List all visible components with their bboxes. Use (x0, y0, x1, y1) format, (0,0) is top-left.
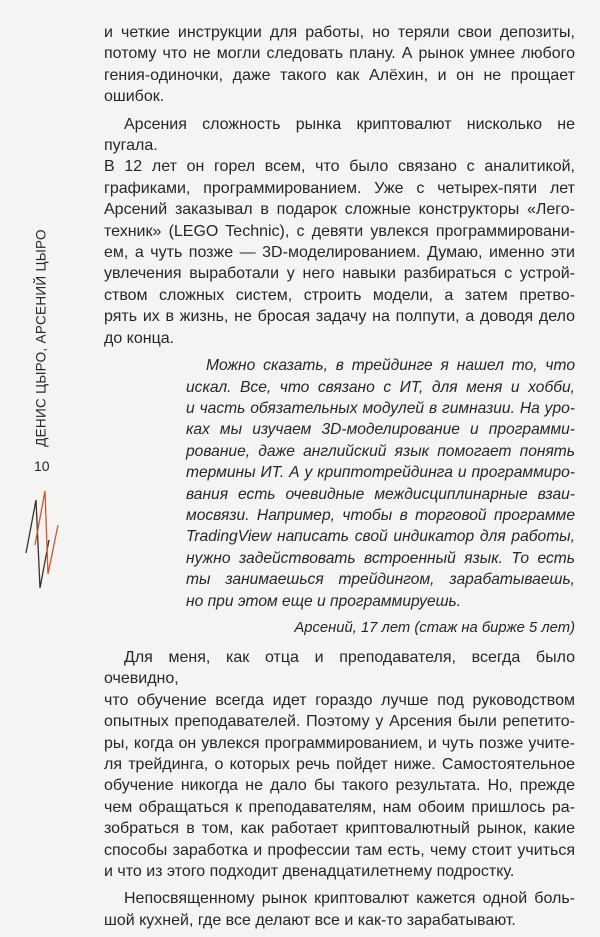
text-line: ля трейдинга, о которых речь пойдет ниже. Самостоятельное (104, 756, 575, 773)
text-line: рование, даже английский язык помогает понять (186, 442, 575, 460)
paragraph-4 (104, 888, 575, 931)
paragraph-3 (104, 647, 575, 882)
text-column (104, 22, 575, 937)
text-line: гения-одиночки, даже такого как Алёхин, и он не прощает (104, 66, 575, 84)
paragraph-2 (104, 114, 575, 349)
text-line: и четкие инструкции для работы, но теряли свои депозиты, (104, 24, 575, 41)
text-line: вания есть очевидные междисциплинарные взаи- (186, 485, 575, 503)
quote-block (186, 355, 575, 612)
text-line: Можно сказать, в трейдинге я нашел то, что (206, 357, 575, 375)
text-line: В 12 лет он горел всем, что было связано с аналитикой, (104, 158, 575, 176)
text-line: и часть обязательных модулей в гимназии. На уро- (186, 399, 575, 417)
authors-running-head: ДЕНИС ЦЫРО, АРСЕНИЙ ЦЫРО (33, 228, 49, 447)
text-line: но при этом еще и программируешь. (186, 592, 462, 610)
text-line: Арсений заказывал в подарок сложные конструкторы «Лего- (104, 201, 575, 219)
paragraph-1 (104, 22, 575, 108)
text-line: техник» (LEGO Technic), с девяти увлекся программировани- (104, 222, 575, 240)
text-line: зобраться в том, как работает криптовалютный рынок, какие (104, 820, 575, 838)
publisher-logo-icon (20, 485, 65, 595)
text-line: до конца. (104, 329, 175, 347)
text-line: ках мы изучаем 3D-моделирование и программи- (186, 421, 575, 439)
text-line: Арсения сложность рынка криптовалют нисколько не пугала. (104, 115, 575, 155)
text-line: чем обращаться к преподавателям, нам обоим пришлось ра- (104, 798, 575, 816)
quote-attribution: Арсений, 17 лет (стаж на бирже 5 лет) (294, 619, 575, 636)
text-line: термины ИТ. А у криптотрейдинга и программиро- (186, 464, 575, 482)
text-line: ством сложных систем, строить модели, а затем претво- (104, 286, 575, 304)
text-line: ты занимаешься трейдингом, зарабатываешь, (186, 571, 575, 589)
text-line: обучение никогда не дало бы такого результата. Но, прежде (104, 777, 575, 795)
text-line: увлечения выработали у него навыки разбираться с устрой- (104, 265, 575, 283)
text-line: Непосвященному рынок криптовалют кажется одной боль- (124, 890, 575, 908)
text-line: и что из этого подходит двенадцатилетнему подростку. (104, 863, 515, 881)
text-line: что обучение всегда идет гораздо лучше под руководством (104, 691, 575, 709)
page-number: 10 (34, 458, 50, 474)
text-line: ры, когда он увлекся программированием, и чуть позже учите- (104, 734, 575, 752)
text-line: ошибок. (104, 88, 165, 106)
running-head (30, 230, 52, 445)
text-line: мосвязи. Например, чтобы в торговой программе (186, 506, 575, 524)
text-line: искал. Все, что связано с ИТ, для меня и хобби, (186, 378, 575, 396)
text-line: ем, а чуть позже — 3D-моделированием. Думаю, именно эти (104, 244, 575, 262)
text-line: рять их в жизнь, не бросая задачу на полпути, а доводя дело (104, 308, 575, 326)
text-line: нужно задействовать встроенный язык. То есть (186, 549, 575, 567)
text-line: потому что не могли следовать плану. А рынок умнее любого (104, 45, 575, 63)
text-line: опытных преподавателей. Поэтому у Арсения были репетито- (104, 713, 575, 731)
text-line: графиками, программированием. Уже с четырех-пяти лет (104, 179, 575, 197)
text-line: Для меня, как отца и преподавателя, всегда было очевидно, (104, 648, 575, 688)
text-line: TradingView написать свой индикатор для работы, (186, 528, 575, 546)
text-line: способы заработка и профессии там есть, чему стоит учиться (104, 841, 575, 859)
text-line: шой кухней, где все делают все и как-то зарабатывают. (104, 911, 516, 929)
